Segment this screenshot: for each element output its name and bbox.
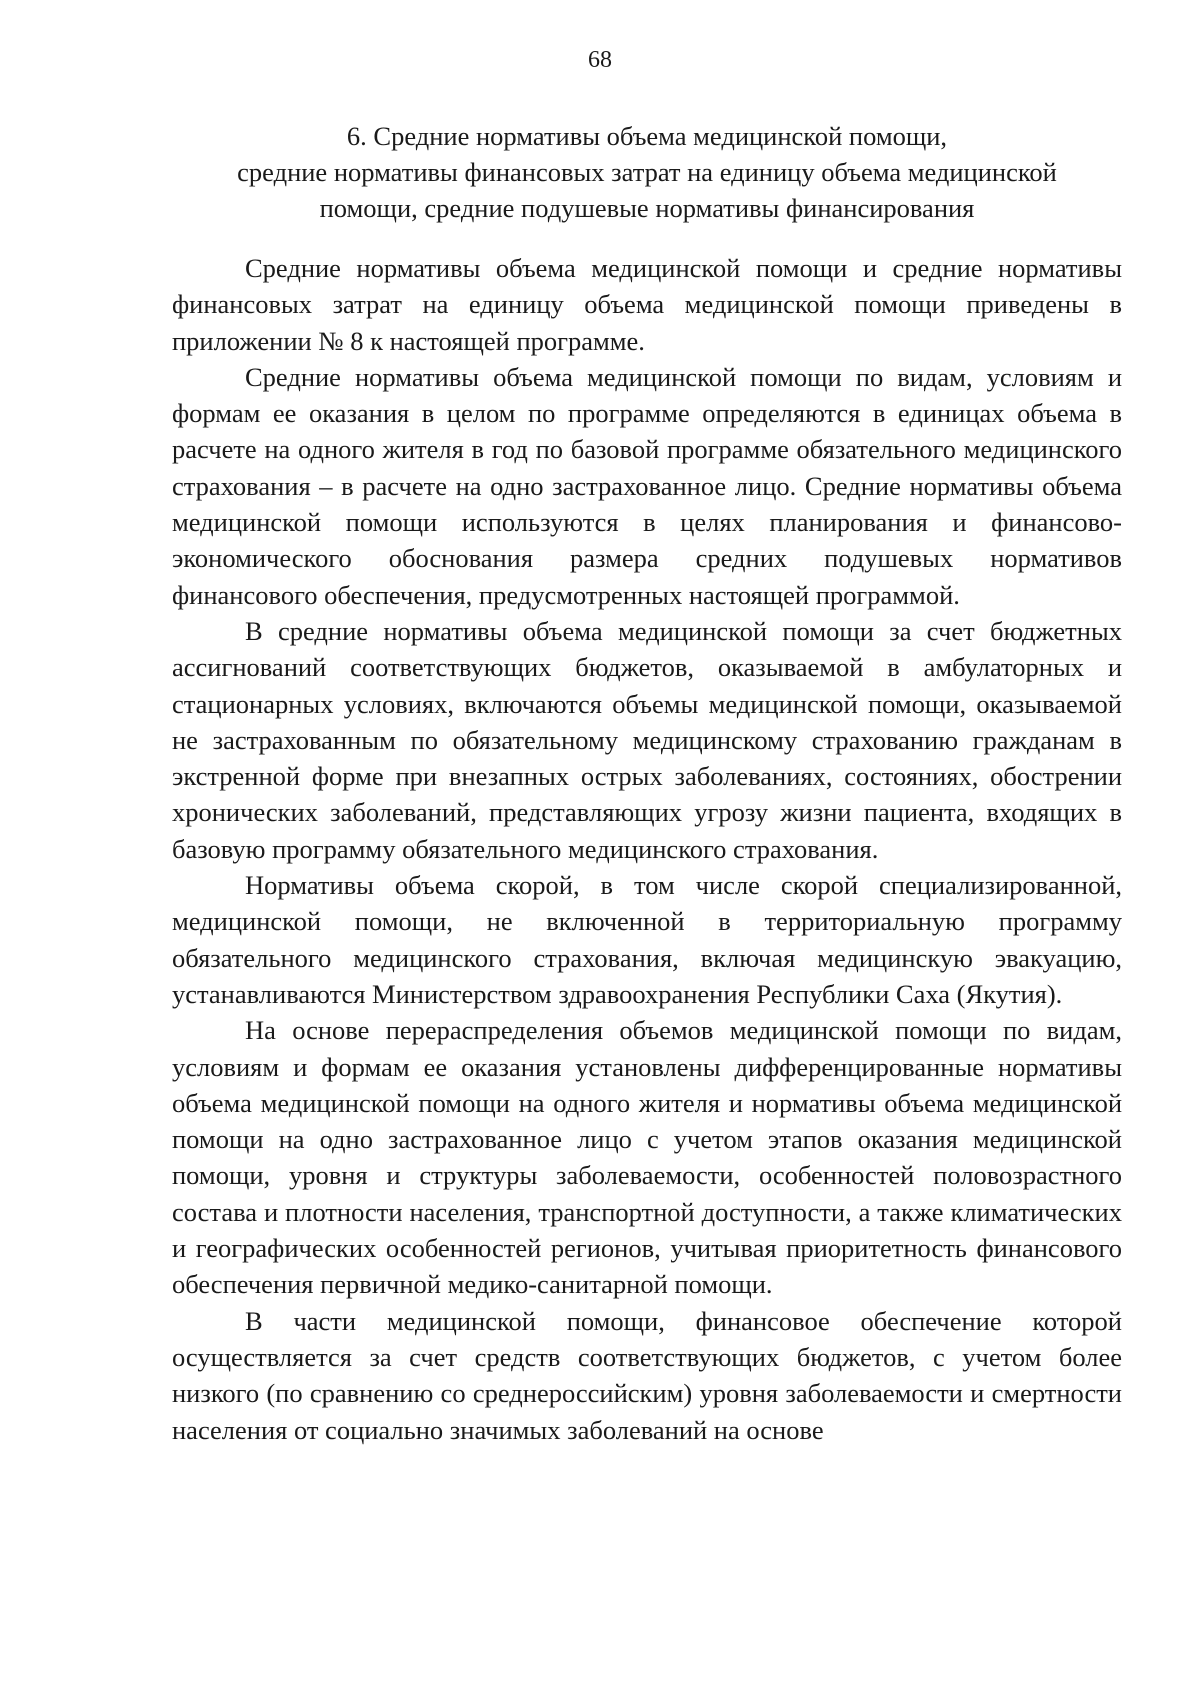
section-title-line-1: 6. Средние нормативы объема медицинской помощи, bbox=[346, 121, 948, 151]
section-title-line-2: средние нормативы финансовых затрат на единицу объема медицинской bbox=[237, 157, 1057, 187]
body-text bbox=[172, 250, 1122, 1448]
section-title bbox=[172, 118, 1122, 226]
paragraph: Нормативы объема скорой, в том числе скорой специализированной, медицинской помощи, не включенной в территориальную программу обязательного медицинского страхования, включая медицинскую эвакуацию, устанавливаются Министерством здравоохранения Республики Саха (Якутия). bbox=[172, 870, 1122, 1009]
paragraph: Средние нормативы объема медицинской помощи и средние нормативы финансовых затрат на единицу объема медицинской помощи приведены в приложении № 8 к настоящей программе. bbox=[172, 253, 1122, 356]
section-title-line-3: помощи, средние подушевые нормативы финансирования bbox=[319, 193, 975, 223]
paragraph: В средние нормативы объема медицинской помощи за счет бюджетных ассигнований соответствующих бюджетов, оказываемой в амбулаторных и стационарных условиях, включаются объемы медицинской помощи, оказываемой не застрахованным по обязательному медицинскому страхованию гражданам в экстренной форме при внезапных острых заболеваниях, состояниях, обострении хронических заболеваний, представляющих угрозу жизни пациента, входящих в базовую программу обязательного медицинского страхования. bbox=[172, 615, 1122, 864]
paragraph: В части медицинской помощи, финансовое обеспечение которой осуществляется за счет средств соответствующих бюджетов, с учетом более низкого (по сравнению со среднероссийским) уровня заболеваемости и смертности населения от социально значимых заболеваний на основе bbox=[172, 1305, 1122, 1445]
page-number: 68 bbox=[588, 47, 612, 73]
paragraph: Средние нормативы объема медицинской помощи по видам, условиям и формам ее оказания в целом по программе определяются в единицах объема в расчете на одного жителя в год по базовой программе обязательного медицинского страхования – в расчете на одно застрахованное лицо. Средние нормативы объема медицинской помощи используются в целях планирования и финансово-экономического обоснования размера средних подушевых нормативов финансового обеспечения, предусмотренных настоящей программой. bbox=[172, 361, 1122, 610]
paragraph: На основе перераспределения объемов медицинской помощи по видам, условиям и формам ее оказания установлены дифференцированные нормативы объема медицинской помощи на одного жителя и нормативы объема медицинской помощи на одно застрахованное лицо с учетом этапов оказания медицинской помощи, уровня и структуры заболеваемости, особенностей половозрастного состава и плотности населения, транспортной доступности, а также климатических и географических особенностей регионов, учитывая приоритетность финансового обеспечения первичной медико-санитарной помощи. bbox=[172, 1015, 1122, 1300]
